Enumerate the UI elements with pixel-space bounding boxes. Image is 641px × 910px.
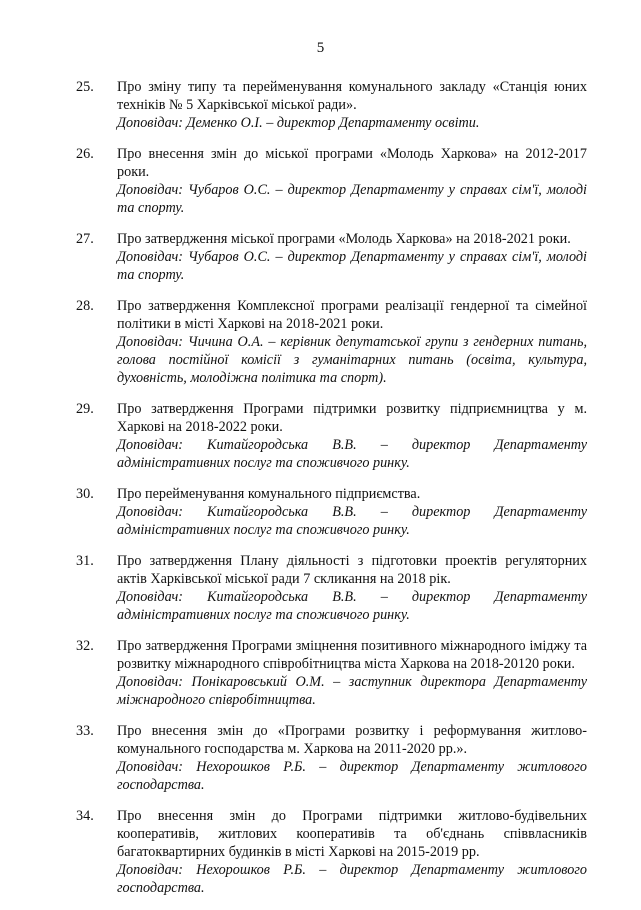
agenda-item (76, 78, 588, 132)
item-number: 27. (76, 231, 94, 247)
item-number: 26. (76, 146, 94, 162)
agenda-item (76, 400, 588, 472)
item-content (117, 297, 587, 387)
agenda-item (76, 485, 588, 539)
item-content (117, 637, 587, 709)
item-speaker: Доповідач: Чубаров О.С. – директор Департаменту у справах сім'ї, молоді та спорту. (117, 182, 587, 216)
item-number: 29. (76, 401, 94, 417)
item-content (117, 145, 587, 217)
item-title: Про зміну типу та перейменування комунального закладу «Станція юних техніків № 5 Харківської міської ради». (117, 79, 587, 113)
item-speaker: Доповідач: Чубаров О.С. – директор Департаменту у справах сім'ї, молоді та спорту. (117, 249, 587, 283)
item-content (117, 400, 587, 472)
agenda-item (76, 297, 588, 387)
item-title: Про затвердження Плану діяльності з підготовки проектів регуляторних актів Харківської міської ради 7 скликання на 2018 рік. (117, 553, 587, 587)
item-number: 34. (76, 808, 94, 824)
item-content (117, 485, 587, 539)
item-number: 28. (76, 298, 94, 314)
item-title: Про перейменування комунального підприємства. (117, 486, 421, 502)
item-title: Про затвердження міської програми «Молодь Харкова» на 2018-2021 роки. (117, 231, 571, 247)
item-speaker: Доповідач: Понікаровський О.М. – заступник директора Департаменту міжнародного співробітництва. (117, 674, 587, 708)
agenda-item (76, 637, 588, 709)
item-content (117, 807, 587, 897)
item-content (117, 552, 587, 624)
item-title: Про внесення змін до «Програми розвитку і реформування житлово-комунального господарства м. Харкова на 2011-2020 рр.». (117, 723, 587, 757)
item-title: Про затвердження Програми зміцнення позитивного міжнародного іміджу та розвитку міжнародного співробітництва міста Харкова на 2018-20120 роки. (117, 638, 587, 672)
agenda-item (76, 230, 588, 284)
agenda-list (76, 78, 588, 910)
item-content (117, 78, 587, 132)
item-number: 30. (76, 486, 94, 502)
agenda-item (76, 145, 588, 217)
agenda-item (76, 807, 588, 897)
item-number: 32. (76, 638, 94, 654)
item-number: 33. (76, 723, 94, 739)
item-number: 25. (76, 79, 94, 95)
item-title: Про внесення змін до Програми підтримки житлово-будівельних кооперативів, житлових кооперативів та об'єднань співвласників багатоквартирних будинків в місті Харкові на 2015-2019 рр. (117, 808, 587, 860)
item-title: Про затвердження Комплексної програми реалізації гендерної та сімейної політики в місті Харкові на 2018-2021 роки. (117, 298, 587, 332)
page-number: 5 (316, 40, 325, 56)
item-speaker: Доповідач: Нехорошков Р.Б. – директор Департаменту житлового господарства. (117, 759, 587, 793)
item-title: Про затвердження Програми підтримки розвитку підприємництва у м. Харкові на 2018-2022 роки. (117, 401, 587, 435)
item-speaker: Доповідач: Чичина О.А. – керівник депутатської групи з гендерних питань, голова постійної комісії з гуманітарних питань (освіта, культура, духовність, молодіжна політика та спорт). (117, 334, 587, 386)
item-speaker: Доповідач: Китайгородська В.В. – директор Департаменту адміністративних послуг та споживчого ринку. (117, 589, 587, 623)
item-title: Про внесення змін до міської програми «Молодь Харкова» на 2012-2017 роки. (117, 146, 587, 180)
agenda-item (76, 722, 588, 794)
item-speaker: Доповідач: Нехорошков Р.Б. – директор Департаменту житлового господарства. (117, 862, 587, 896)
item-content (117, 230, 587, 284)
item-number: 31. (76, 553, 94, 569)
item-speaker: Доповідач: Китайгородська В.В. – директор Департаменту адміністративних послуг та споживчого ринку. (117, 437, 587, 471)
item-speaker: Доповідач: Деменко О.І. – директор Департаменту освіти. (117, 115, 480, 131)
item-speaker: Доповідач: Китайгородська В.В. – директор Департаменту адміністративних послуг та споживчого ринку. (117, 504, 587, 538)
item-content (117, 722, 587, 794)
agenda-item (76, 552, 588, 624)
